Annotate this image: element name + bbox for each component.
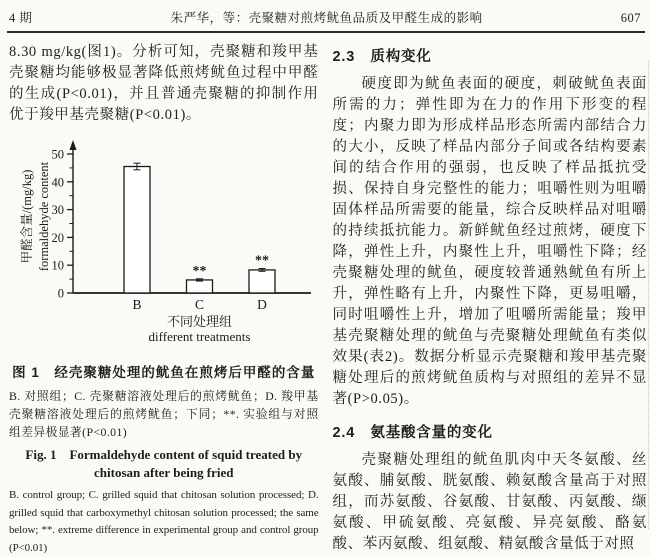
figure-1-chart [15, 135, 319, 355]
header-running-title: 朱严华，等：壳聚糖对煎烤鱿鱼品质及甲醛生成的影响 [170, 11, 483, 25]
bar-D [249, 270, 275, 293]
two-column-body [0, 33, 651, 557]
significance-marker: ** [255, 253, 269, 269]
x-axis-label-cn: 不同处理组 [166, 314, 233, 329]
significance-marker: ** [192, 263, 207, 279]
right-column [333, 42, 647, 557]
bar-B [124, 167, 150, 293]
left-column [9, 42, 319, 557]
page-header [0, 0, 651, 31]
y-tick-label: 20 [51, 230, 64, 245]
y-tick-label: 0 [57, 286, 64, 301]
scan-edge-artifact [648, 60, 649, 529]
chart-bars [124, 163, 275, 312]
header-page-number: 607 [620, 11, 641, 25]
y-tick-label: 10 [51, 258, 64, 273]
x-axis-label-en: different treatments [148, 329, 251, 344]
header-issue: 4 期 [9, 11, 33, 25]
y-tick-label: 50 [51, 147, 64, 162]
x-category-label: D [257, 297, 267, 312]
y-axis-label-en: formaldehyde content [37, 161, 51, 272]
x-category-label: B [132, 297, 142, 312]
y-axis-arrow [70, 140, 77, 150]
y-axis-label-cn: 甲醛含量/(mg/kg) [20, 169, 34, 264]
section-2-3-paragraph: 硬度即为鱿鱼表面的硬度，刺破鱿鱼表面所需的力；弹性即为在力的作用下形变的程度；内聚力即为形成样品形态所需内部结合力的大小，反映了样品内部分子间或各结构要素间的结合作用的强弱，也反映了样品抵抗受损、保持自身完整性的能力；咀嚼性则为咀嚼固体样品所需要的能量，综合反映样品对咀嚼的持续抵抗能力。新鲜鱿鱼经过煎烤，硬度下降，弹性上升，内聚性上升，咀嚼性下降；经壳聚糖处理的鱿鱼，硬度较普通熟鱿鱼有所上升，弹性略有上升，内聚性下降，更易咀嚼，同时咀嚼性上升，增加了咀嚼所需能量；羧甲基壳聚糖处理的鱿鱼与壳聚糖处理鱿鱼有类似效果(表2)。数据分析显示壳聚糖和羧甲基壳聚糖处理后的煎烤鱿鱼质构与对照组的差异不显著(P>0.05)。 [332, 76, 647, 407]
section-heading-2-3: 2.3 质构变化 [332, 49, 432, 65]
bar-C [187, 280, 213, 293]
y-tick-label: 40 [51, 175, 64, 190]
bar-chart-svg [15, 135, 315, 350]
figure-1-caption-cn: 图 1 经壳聚糖处理的鱿鱼在煎烤后甲醛的含量 [12, 365, 316, 380]
y-tick-label: 30 [51, 203, 64, 218]
figure-1-notes-en: B. control group; C. grilled squid that chitosan solution processed; D. grilled squid that carboxymethyl chitosan solution processed; the same below; **. extreme difference in experimental group and control group (P<0.01) [9, 489, 319, 554]
figure-1-notes-cn: B. 对照组；C. 壳聚糖溶液处理后的煎烤鱿鱼；D. 羧甲基壳聚糖溶液处理后的煎烤鱿鱼；下同；**. 实验组与对照组差异极显著(P<0.01) [9, 389, 319, 439]
figure-1-caption-en: Fig. 1 Formaldehyde content of squid treated by chitosan after being fried [25, 447, 303, 480]
x-category-label: C [194, 297, 205, 312]
paragraph-formaldehyde-result: 8.30 mg/kg(图1)。分析可知，壳聚糖和羧甲基壳聚糖均能够极显著降低煎烤鱿鱼过程中甲醛的生成(P<0.01)，并且普通壳聚糖的抑制作用优于羧甲基壳聚糖(P<0.01)。 [9, 44, 319, 123]
section-2-4-paragraph: 壳聚糖处理组的鱿鱼肌肉中天冬氨酸、丝氨酸、脯氨酸、胱氨酸、赖氨酸含量高于对照组，而苏氨酸、谷氨酸、甘氨酸、丙氨酸、缬氨酸、甲硫氨酸、亮氨酸、异亮氨酸、酪氨酸、苯丙氨酸、组氨酸、精氨酸含量低于对照 [332, 452, 647, 552]
section-heading-2-4: 2.4 氨基酸含量的变化 [332, 425, 493, 441]
